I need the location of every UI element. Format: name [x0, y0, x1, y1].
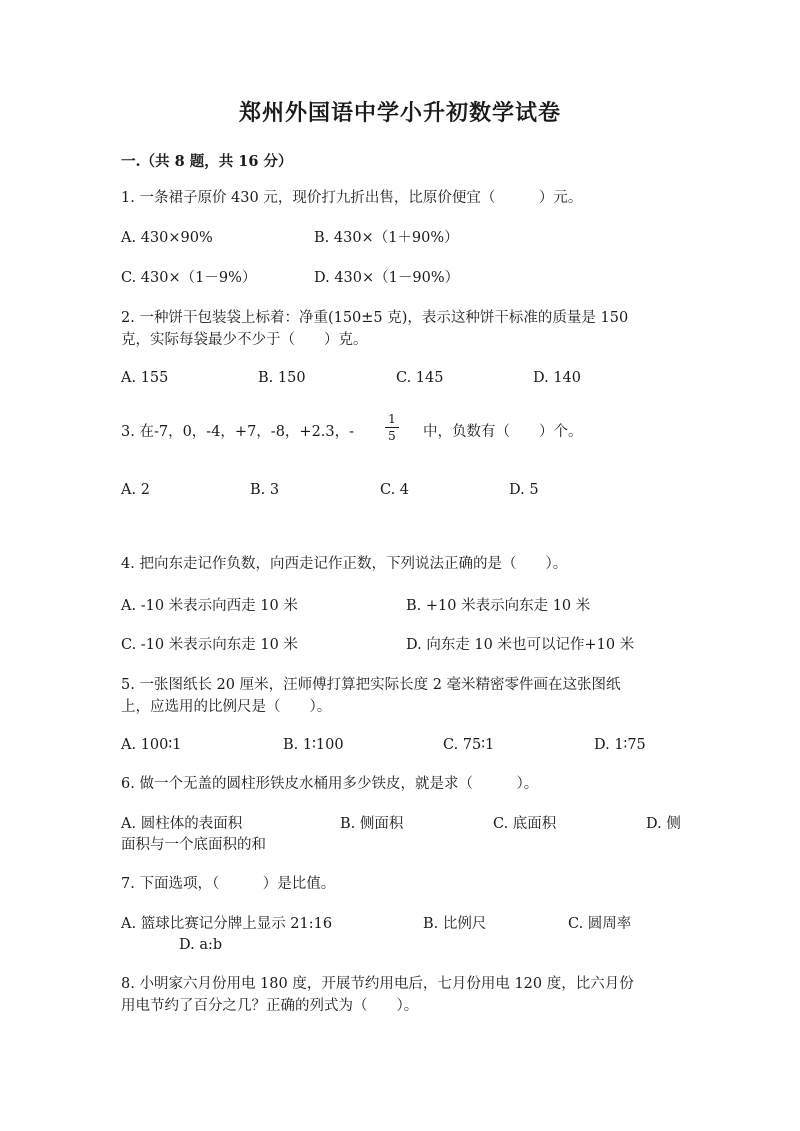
question-1-stem: 1. 一条裙子原价 430 元，现价打九折出售，比原价便宜（ ）元。 [121, 190, 583, 206]
question-5-stem-line-1: 5. 一张图纸长 20 厘米，汪师傅打算把实际长度 2 毫米精密零件画在这张图纸 [121, 677, 621, 693]
question-3-option-c: C. 4 [380, 482, 410, 498]
question-1-option-b: B. 430×（1＋90%） [314, 230, 459, 246]
question-7-option-a: A. 篮球比赛记分牌上显示 21:16 [121, 916, 333, 932]
question-3-stem-suffix: 中，负数有（ ）个。 [423, 424, 583, 440]
question-2-stem-line-2: 克，实际每袋最少不少于（ ）克。 [121, 332, 368, 348]
question-6-option-b: B. 侧面积 [340, 816, 404, 832]
question-2-stem-line-1: 2. 一种饼干包装袋上标着：净重(150±5 克)，表示这种饼干标准的质量是 150 [121, 310, 629, 326]
question-6-option-c: C. 底面积 [493, 816, 557, 832]
question-5-option-a: A. 100∶1 [121, 737, 182, 753]
question-4-option-d: D. 向东走 10 米也可以记作+10 米 [406, 637, 635, 653]
question-7-option-b: B. 比例尺 [423, 916, 487, 932]
question-2-option-a: A. 155 [121, 370, 169, 386]
question-3-fraction [385, 412, 399, 443]
question-5-option-c: C. 75∶1 [443, 737, 495, 753]
question-7-option-c: C. 圆周率 [568, 916, 632, 932]
question-6-option-d: D. 侧 [646, 816, 681, 832]
question-1-option-c: C. 430×（1－9%） [121, 270, 257, 286]
question-4-stem: 4. 把向东走记作负数，向西走记作正数，下列说法正确的是（ ）。 [121, 556, 568, 572]
question-8-stem-line-1: 8. 小明家六月份用电 180 度，开展节约用电后，七月份用电 120 度，比六月份 [121, 976, 634, 992]
fraction-denominator: 5 [388, 429, 396, 443]
question-3-option-b: B. 3 [250, 482, 280, 498]
question-6-stem: 6. 做一个无盖的圆柱形铁皮水桶用多少铁皮，就是求（ ）。 [121, 776, 539, 792]
question-8-stem-line-2: 用电节约了百分之几？正确的列式为（ ）。 [121, 998, 419, 1014]
question-4-option-c: C. -10 米表示向东走 10 米 [121, 637, 298, 653]
question-5-stem-line-2: 上，应选用的比例尺是（ ）。 [121, 699, 332, 715]
question-2-option-b: B. 150 [258, 370, 306, 386]
page-title: 郑州外国语中学小升初数学试卷 [238, 100, 561, 126]
question-3-stem-prefix: 3. 在-7，0，-4，+7，-8，+2.3，- [121, 424, 355, 440]
question-5-option-b: B. 1∶100 [283, 737, 344, 753]
question-6-option-d-continued: 面积与一个底面积的和 [121, 837, 266, 853]
question-2-option-c: C. 145 [396, 370, 444, 386]
fraction-bar [385, 427, 399, 428]
question-1-option-a: A. 430×90% [121, 230, 213, 246]
question-3-option-a: A. 2 [121, 482, 150, 498]
section-heading: 一.（共 8 题，共 16 分） [121, 153, 293, 170]
question-7-stem: 7. 下面选项，（ ）是比值。 [121, 876, 336, 892]
question-2-option-d: D. 140 [533, 370, 582, 386]
question-3-option-d: D. 5 [509, 482, 539, 498]
question-5-option-d: D. 1∶75 [594, 737, 646, 753]
question-1-option-d: D. 430×（1－90%） [314, 270, 460, 286]
question-7-option-d: D. a:b [179, 937, 223, 953]
question-6-option-a: A. 圆柱体的表面积 [121, 816, 243, 832]
question-4-option-a: A. -10 米表示向西走 10 米 [121, 598, 298, 614]
fraction-numerator: 1 [388, 412, 396, 426]
question-4-option-b: B. +10 米表示向东走 10 米 [406, 598, 591, 614]
